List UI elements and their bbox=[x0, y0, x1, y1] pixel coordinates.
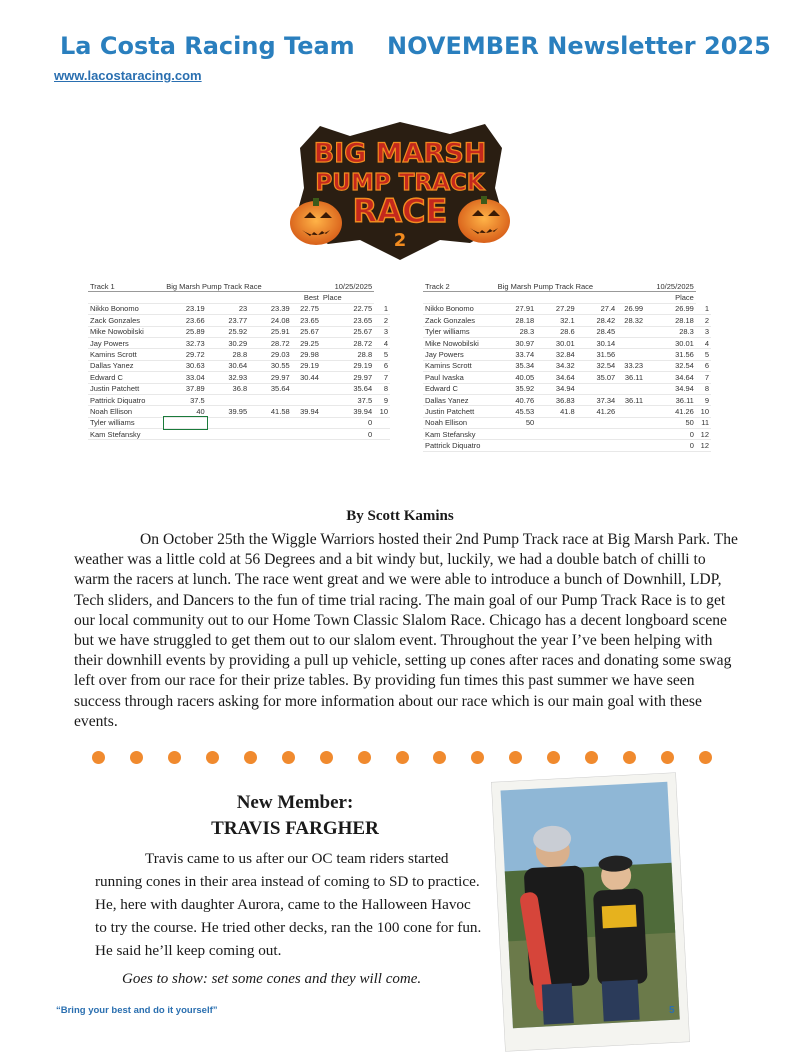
run-time bbox=[617, 349, 645, 360]
divider-dot bbox=[130, 751, 143, 764]
run-time: 25.91 bbox=[249, 326, 292, 337]
run-time: 30.64 bbox=[207, 360, 249, 371]
run-time bbox=[249, 429, 292, 440]
new-member-quote: Goes to show: set some cones and they will come. bbox=[122, 971, 422, 987]
best-time: 34.64 bbox=[645, 372, 696, 383]
run-time: 36.11 bbox=[617, 394, 645, 405]
best-time: 36.11 bbox=[645, 394, 696, 405]
divider-dot bbox=[206, 751, 219, 764]
racer-name: Kamins Scrott bbox=[88, 349, 164, 360]
racer-name: Edward C bbox=[423, 383, 496, 394]
run-time: 34.64 bbox=[536, 372, 577, 383]
run-time: 40.76 bbox=[496, 394, 537, 405]
place: 2 bbox=[696, 315, 711, 326]
racer-name: Paul Ivaska bbox=[423, 372, 496, 383]
run-time: 34.32 bbox=[536, 360, 577, 371]
run-time: 29.97 bbox=[249, 372, 292, 383]
run-time: 28.32 bbox=[617, 315, 645, 326]
run-time: 35.64 bbox=[249, 383, 292, 394]
page-number: 5 bbox=[669, 1005, 675, 1016]
logo-line3: RACE bbox=[352, 192, 448, 230]
place: 9 bbox=[374, 394, 390, 405]
table-row bbox=[423, 429, 711, 440]
table-row bbox=[423, 406, 711, 417]
run-time bbox=[577, 383, 618, 394]
racer-name: Zack Gonzales bbox=[88, 315, 164, 326]
run-time: 36.8 bbox=[207, 383, 249, 394]
run-time bbox=[292, 394, 321, 405]
best-time: 0 bbox=[645, 440, 696, 451]
run-time: 28.42 bbox=[577, 315, 618, 326]
table-row bbox=[88, 429, 390, 440]
table-row bbox=[88, 372, 390, 383]
table-row bbox=[88, 326, 390, 337]
run-time: 25.89 bbox=[164, 326, 206, 337]
divider-dot bbox=[661, 751, 674, 764]
run-time: 27.29 bbox=[536, 303, 577, 314]
run-time bbox=[617, 326, 645, 337]
track2-race-title: Big Marsh Pump Track Race bbox=[496, 281, 618, 292]
racer-name: Tyler williams bbox=[88, 417, 164, 428]
new-member-body: Travis came to us after our OC team riders started running cones in their area instead of coming to SD to practice. He, here with daughter Aurora, came to the Halloween Havoc to try the course. He tried other decks, ran the 100 cone for fun. He said he’ll keep coming out. bbox=[95, 850, 482, 959]
table-row bbox=[423, 383, 711, 394]
run-time bbox=[617, 429, 645, 440]
racer-name: Tyler williams bbox=[423, 326, 496, 337]
run-time: 29.03 bbox=[249, 349, 292, 360]
run-time: 23.19 bbox=[164, 303, 206, 314]
table-row bbox=[423, 417, 711, 428]
racer-name: Pattrick Diquatro bbox=[423, 440, 496, 451]
place: 9 bbox=[696, 394, 711, 405]
best-time: 28.8 bbox=[321, 349, 374, 360]
run-time bbox=[292, 417, 321, 428]
run-time: 35.07 bbox=[577, 372, 618, 383]
newsletter-header bbox=[60, 32, 771, 60]
best-time: 30.01 bbox=[645, 337, 696, 348]
run-time: 41.8 bbox=[536, 406, 577, 417]
divider-dot bbox=[396, 751, 409, 764]
run-time: 29.72 bbox=[164, 349, 206, 360]
racer-name: Edward C bbox=[88, 372, 164, 383]
run-time bbox=[292, 429, 321, 440]
run-time bbox=[207, 429, 249, 440]
run-time: 37.89 bbox=[164, 383, 206, 394]
best-time: 0 bbox=[321, 429, 374, 440]
run-time: 30.97 bbox=[496, 337, 537, 348]
run-time: 36.11 bbox=[617, 372, 645, 383]
run-time bbox=[536, 429, 577, 440]
place: 5 bbox=[696, 349, 711, 360]
place: 6 bbox=[696, 360, 711, 371]
racer-name: Noah Ellison bbox=[423, 417, 496, 428]
table-row bbox=[88, 337, 390, 348]
run-time: 27.4 bbox=[577, 303, 618, 314]
place: 1 bbox=[696, 303, 711, 314]
run-time: 37.34 bbox=[577, 394, 618, 405]
divider-dot bbox=[509, 751, 522, 764]
run-time: 24.08 bbox=[249, 315, 292, 326]
racer-name: Kam Stefansky bbox=[88, 429, 164, 440]
run-time: 28.3 bbox=[496, 326, 537, 337]
best-time: 29.97 bbox=[321, 372, 374, 383]
run-time: 29.25 bbox=[292, 337, 321, 348]
run-time bbox=[536, 440, 577, 451]
run-time: 25.92 bbox=[207, 326, 249, 337]
racer-name: Kam Stefansky bbox=[423, 429, 496, 440]
logo-number: 2 bbox=[393, 230, 407, 251]
new-member-heading bbox=[150, 790, 440, 842]
best-time: 35.64 bbox=[321, 383, 374, 394]
run-time: 32.84 bbox=[536, 349, 577, 360]
run-time bbox=[249, 417, 292, 428]
race-logo bbox=[280, 118, 520, 263]
run-time: 32.1 bbox=[536, 315, 577, 326]
run-time: 32.54 bbox=[577, 360, 618, 371]
table-row bbox=[423, 372, 711, 383]
run-time bbox=[617, 337, 645, 348]
divider-dot bbox=[92, 751, 105, 764]
run-time: 41.58 bbox=[249, 406, 292, 417]
divider-dot bbox=[358, 751, 371, 764]
run-time bbox=[577, 417, 618, 428]
best-time: 0 bbox=[645, 429, 696, 440]
divider-dot bbox=[585, 751, 598, 764]
place: 10 bbox=[696, 406, 711, 417]
run-time: 37.5 bbox=[164, 394, 206, 405]
best-time: 32.54 bbox=[645, 360, 696, 371]
track1-results-table bbox=[88, 281, 390, 440]
logo-line2: PUMP TRACK bbox=[315, 170, 485, 196]
run-time: 28.45 bbox=[577, 326, 618, 337]
track2-results-table bbox=[423, 281, 711, 452]
best-time: 34.94 bbox=[645, 383, 696, 394]
best-time: 37.5 bbox=[321, 394, 374, 405]
track2-label: Track 2 bbox=[423, 281, 496, 292]
run-time: 25.67 bbox=[292, 326, 321, 337]
run-time: 23.77 bbox=[207, 315, 249, 326]
racer-name: Pattrick Diquatro bbox=[88, 394, 164, 405]
run-time: 33.04 bbox=[164, 372, 206, 383]
best-time: 26.99 bbox=[645, 303, 696, 314]
table-row bbox=[88, 394, 390, 405]
run-time bbox=[496, 429, 537, 440]
table-row bbox=[423, 303, 711, 314]
run-time: 29.98 bbox=[292, 349, 321, 360]
run-time: 28.8 bbox=[207, 349, 249, 360]
run-time: 23.39 bbox=[249, 303, 292, 314]
run-time: 34.94 bbox=[536, 383, 577, 394]
divider-dot bbox=[623, 751, 636, 764]
track1-date: 10/25/2025 bbox=[321, 281, 374, 292]
place: 1 bbox=[374, 303, 390, 314]
logo-line1: BIG MARSH bbox=[313, 138, 487, 169]
racer-name: Kamins Scrott bbox=[423, 360, 496, 371]
divider-dot bbox=[433, 751, 446, 764]
run-time: 40.05 bbox=[496, 372, 537, 383]
run-time: 28.18 bbox=[496, 315, 537, 326]
place: 8 bbox=[374, 383, 390, 394]
run-time: 28.72 bbox=[249, 337, 292, 348]
run-time: 30.55 bbox=[249, 360, 292, 371]
racer-name: Dallas Yanez bbox=[88, 360, 164, 371]
place: 3 bbox=[374, 326, 390, 337]
table-row bbox=[423, 315, 711, 326]
run-time: 32.73 bbox=[164, 337, 206, 348]
table-row bbox=[88, 406, 390, 417]
run-time: 35.34 bbox=[496, 360, 537, 371]
run-time: 31.56 bbox=[577, 349, 618, 360]
run-time bbox=[617, 406, 645, 417]
racer-name: Nikko Bonomo bbox=[423, 303, 496, 314]
divider-dot bbox=[244, 751, 257, 764]
track2-date: 10/25/2025 bbox=[645, 281, 696, 292]
run-time bbox=[207, 394, 249, 405]
place: 7 bbox=[696, 372, 711, 383]
run-time bbox=[164, 429, 206, 440]
table-row bbox=[88, 360, 390, 371]
best-time: 28.18 bbox=[645, 315, 696, 326]
place: 3 bbox=[696, 326, 711, 337]
best-time: 50 bbox=[645, 417, 696, 428]
track1-best-header: Best bbox=[292, 292, 321, 303]
divider-dot bbox=[320, 751, 333, 764]
run-time bbox=[577, 429, 618, 440]
run-time: 40 bbox=[164, 406, 206, 417]
run-time bbox=[207, 417, 249, 428]
article-body: On October 25th the Wiggle Warriors hosted their 2nd Pump Track race at Big Marsh Park. The weather was a little cold at 56 Degrees and a bit windy but, luckily, we had a double batch of chilli to warm the racers at lunch. The race went great and we were able to introduce a bunch of Downhill, LDP, Tech sliders, and Dancers to the fun of time trial racing. The main goal of our Pump Track Race is to get our local community out to our Home Town Classic Slalom Race. Chicago has a decent longboard scene but we have struggled to get them out to our slalom event. Throughout the year I’ve been helping with their downhill events by providing a pull up vehicle, setting up cones after races and donating some swag left over from our race for their prize tables. By providing fun times this past summer we have seen success through racers asking for more information about our race which is our main goal with these events. bbox=[74, 531, 738, 730]
place: 4 bbox=[696, 337, 711, 348]
racer-name: Jay Powers bbox=[88, 337, 164, 348]
run-time bbox=[496, 440, 537, 451]
place: 5 bbox=[374, 349, 390, 360]
divider-dot bbox=[547, 751, 560, 764]
run-time: 41.26 bbox=[577, 406, 618, 417]
run-time bbox=[577, 440, 618, 451]
run-time bbox=[617, 440, 645, 451]
run-time: 30.44 bbox=[292, 372, 321, 383]
run-time: 30.63 bbox=[164, 360, 206, 371]
table-row bbox=[88, 315, 390, 326]
member-photo bbox=[491, 772, 690, 1051]
table-row bbox=[423, 440, 711, 451]
racer-name: Dallas Yanez bbox=[423, 394, 496, 405]
run-time: 33.74 bbox=[496, 349, 537, 360]
best-time: 23.65 bbox=[321, 315, 374, 326]
place: 4 bbox=[374, 337, 390, 348]
racer-name: Justin Patchett bbox=[88, 383, 164, 394]
table-row bbox=[88, 349, 390, 360]
track1-race-title: Big Marsh Pump Track Race bbox=[164, 281, 291, 292]
best-time: 41.26 bbox=[645, 406, 696, 417]
run-time: 30.29 bbox=[207, 337, 249, 348]
table-row bbox=[423, 337, 711, 348]
newsletter-title: NOVEMBER Newsletter 2025 bbox=[387, 32, 771, 60]
table-row bbox=[88, 303, 390, 314]
table-row bbox=[423, 394, 711, 405]
best-time: 29.19 bbox=[321, 360, 374, 371]
place: 6 bbox=[374, 360, 390, 371]
racer-name: Zack Gonzales bbox=[423, 315, 496, 326]
best-time: 22.75 bbox=[321, 303, 374, 314]
racer-name: Nikko Bonomo bbox=[88, 303, 164, 314]
racer-name: Noah Ellison bbox=[88, 406, 164, 417]
footer-motto: “Bring your best and do it yourself” bbox=[56, 1005, 218, 1016]
place: 11 bbox=[696, 417, 711, 428]
best-time: 28.72 bbox=[321, 337, 374, 348]
website-link[interactable]: www.lacostaracing.com bbox=[54, 68, 202, 83]
racer-name: Mike Nowobilski bbox=[88, 326, 164, 337]
table-row bbox=[423, 360, 711, 371]
team-name: La Costa Racing Team bbox=[60, 32, 355, 60]
run-time: 22.75 bbox=[292, 303, 321, 314]
table-row bbox=[88, 383, 390, 394]
best-time: 28.3 bbox=[645, 326, 696, 337]
place: 12 bbox=[696, 429, 711, 440]
run-time: 33.23 bbox=[617, 360, 645, 371]
run-time: 50 bbox=[496, 417, 537, 428]
place: 10 bbox=[374, 406, 390, 417]
best-time: 25.67 bbox=[321, 326, 374, 337]
run-time: 23 bbox=[207, 303, 249, 314]
run-time: 28.6 bbox=[536, 326, 577, 337]
run-time bbox=[292, 383, 321, 394]
divider-dot bbox=[168, 751, 181, 764]
run-time: 30.14 bbox=[577, 337, 618, 348]
table-row bbox=[88, 417, 390, 428]
place: 7 bbox=[374, 372, 390, 383]
dot-divider bbox=[92, 751, 712, 764]
place bbox=[374, 429, 390, 440]
run-time bbox=[249, 394, 292, 405]
new-member-name: TRAVIS FARGHER bbox=[211, 818, 379, 839]
place: 12 bbox=[696, 440, 711, 451]
divider-dot bbox=[699, 751, 712, 764]
track2-place-header: Place bbox=[645, 292, 696, 303]
run-time: 30.01 bbox=[536, 337, 577, 348]
run-time: 23.65 bbox=[292, 315, 321, 326]
best-time: 0 bbox=[321, 417, 374, 428]
run-time: 23.66 bbox=[164, 315, 206, 326]
run-time: 32.93 bbox=[207, 372, 249, 383]
place: 8 bbox=[696, 383, 711, 394]
run-time: 26.99 bbox=[617, 303, 645, 314]
run-time bbox=[536, 417, 577, 428]
run-time bbox=[617, 383, 645, 394]
track1-label: Track 1 bbox=[88, 281, 164, 292]
divider-dot bbox=[471, 751, 484, 764]
table-row bbox=[423, 349, 711, 360]
run-time bbox=[617, 417, 645, 428]
track1-place-header: Place bbox=[321, 292, 374, 303]
racer-name: Mike Nowobilski bbox=[423, 337, 496, 348]
best-time: 31.56 bbox=[645, 349, 696, 360]
new-member-label: New Member: bbox=[236, 792, 354, 813]
best-time: 39.94 bbox=[321, 406, 374, 417]
racer-name: Jay Powers bbox=[423, 349, 496, 360]
place: 2 bbox=[374, 315, 390, 326]
place bbox=[374, 417, 390, 428]
run-time: 29.19 bbox=[292, 360, 321, 371]
run-time: 35.92 bbox=[496, 383, 537, 394]
selected-cell bbox=[164, 417, 206, 428]
run-time: 36.83 bbox=[536, 394, 577, 405]
run-time: 39.95 bbox=[207, 406, 249, 417]
run-time: 39.94 bbox=[292, 406, 321, 417]
article-byline: By Scott Kamins bbox=[346, 508, 454, 524]
racer-name: Justin Patchett bbox=[423, 406, 496, 417]
run-time: 27.91 bbox=[496, 303, 537, 314]
run-time: 45.53 bbox=[496, 406, 537, 417]
table-row bbox=[423, 326, 711, 337]
divider-dot bbox=[282, 751, 295, 764]
